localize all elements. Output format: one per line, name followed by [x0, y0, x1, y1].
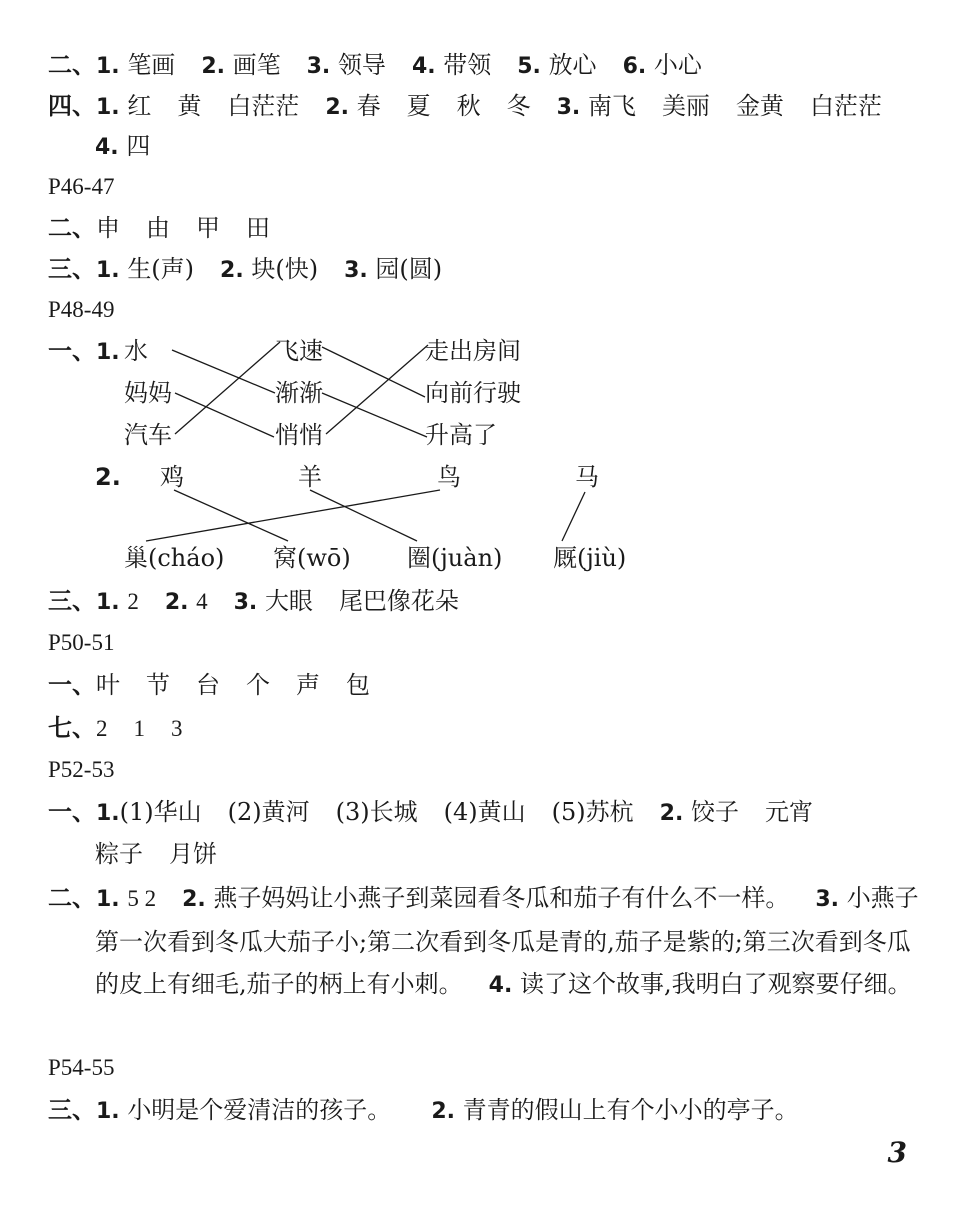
match2-home: 圈(juàn)	[407, 544, 503, 572]
section-label: 二、	[48, 50, 96, 79]
section-label: 二、	[48, 883, 96, 912]
match2-animal: 鸟	[437, 463, 461, 491]
match-line	[174, 490, 288, 541]
answer-row-11: 一、1.(1)华山 (2)黄河 (3)长城 (4)黄山 (5)苏杭 2. 饺子 元宵	[48, 797, 813, 826]
section-label: 四、	[48, 91, 96, 120]
match-line	[326, 345, 428, 434]
match1-col3-item: 升高了	[425, 421, 497, 449]
section-label: 二、	[48, 213, 96, 242]
page-range-heading: P46-47	[48, 174, 115, 199]
answer-row-2: 四、1. 红 黄 白茫茫 2. 春 夏 秋 冬 3. 南飞 美丽 金黄 白茫茫	[48, 91, 882, 120]
section-label: 一、	[48, 670, 96, 699]
answer-row-11-cont: 粽子 月饼	[95, 840, 217, 868]
answer-row-13: 三、1. 小明是个爱清洁的孩子。 2. 青青的假山上有个小小的亭子。	[48, 1095, 799, 1124]
match1-col3-item: 走出房间	[425, 337, 521, 365]
match1-col2-item: 渐渐	[275, 379, 323, 407]
match2-animal: 马	[575, 463, 599, 491]
match1-col3-item: 向前行驶	[425, 379, 521, 407]
section-label: 一、	[48, 797, 96, 826]
match2-animal: 羊	[298, 463, 322, 491]
match-line	[172, 350, 275, 393]
page-range-heading: P52-53	[48, 757, 115, 782]
match-line	[562, 492, 585, 541]
page-range-heading: P48-49	[48, 297, 115, 322]
match2-animal: 鸡	[160, 463, 184, 491]
section-label: 三、	[48, 254, 96, 283]
match1-col2-item: 飞速	[275, 337, 323, 365]
section-label: 三、	[48, 1095, 96, 1124]
match2-label: 2.	[95, 463, 121, 491]
match1-col2-item: 悄悄	[275, 421, 323, 449]
answer-row-9: 一、叶 节 台 个 声 包	[48, 670, 370, 699]
match-line	[322, 393, 427, 437]
match2-home: 窝(wō)	[273, 544, 351, 572]
match-line	[322, 347, 425, 397]
section-label: 七、	[48, 713, 96, 742]
answer-row-1: 二、1. 笔画 2. 画笔 3. 领导 4. 带领 5. 放心 6. 小心	[48, 50, 702, 79]
answer-paragraph: 二、1. 5 2 2. 燕子妈妈让小燕子到菜园看冬瓜和茄子有什么不一样。 3. 小燕子第一次看到冬瓜大茄子小;第二次看到冬瓜是青的,茄子是紫的;第三次看到冬瓜的皮上有细毛,茄子的柄上有小刺。 4. 读了这个故事,我明白了观察要仔细。	[48, 883, 919, 998]
page-number: 3	[887, 1136, 907, 1169]
match-line	[146, 490, 440, 541]
match1-col1-item: 水	[124, 337, 148, 365]
match1-col1-item: 妈妈	[124, 379, 172, 407]
answer-row-3: 4. 四	[95, 132, 151, 160]
match-line	[310, 490, 417, 541]
match2-home: 巢(cháo)	[124, 544, 225, 572]
answer-row-5: 三、1. 生(声) 2. 块(快) 3. 园(圆)	[48, 254, 443, 283]
match-line	[175, 342, 280, 434]
page-range-heading: P54-55	[48, 1055, 115, 1080]
section-label: 三、	[48, 586, 96, 615]
page-range-heading: P50-51	[48, 630, 115, 655]
section-label: 一、	[48, 336, 96, 365]
match1-col1-item: 汽车	[124, 421, 172, 449]
answer-row-8: 三、1. 2 2. 4 3. 大眼 尾巴像花朵	[48, 586, 459, 615]
answer-row-10: 七、2 1 3	[48, 713, 183, 742]
answer-row-4: 二、申 由 甲 田	[48, 213, 270, 242]
match2-home: 厩(jiù)	[553, 544, 627, 572]
match-line	[175, 393, 274, 437]
match1-label: 一、1.	[48, 336, 120, 365]
